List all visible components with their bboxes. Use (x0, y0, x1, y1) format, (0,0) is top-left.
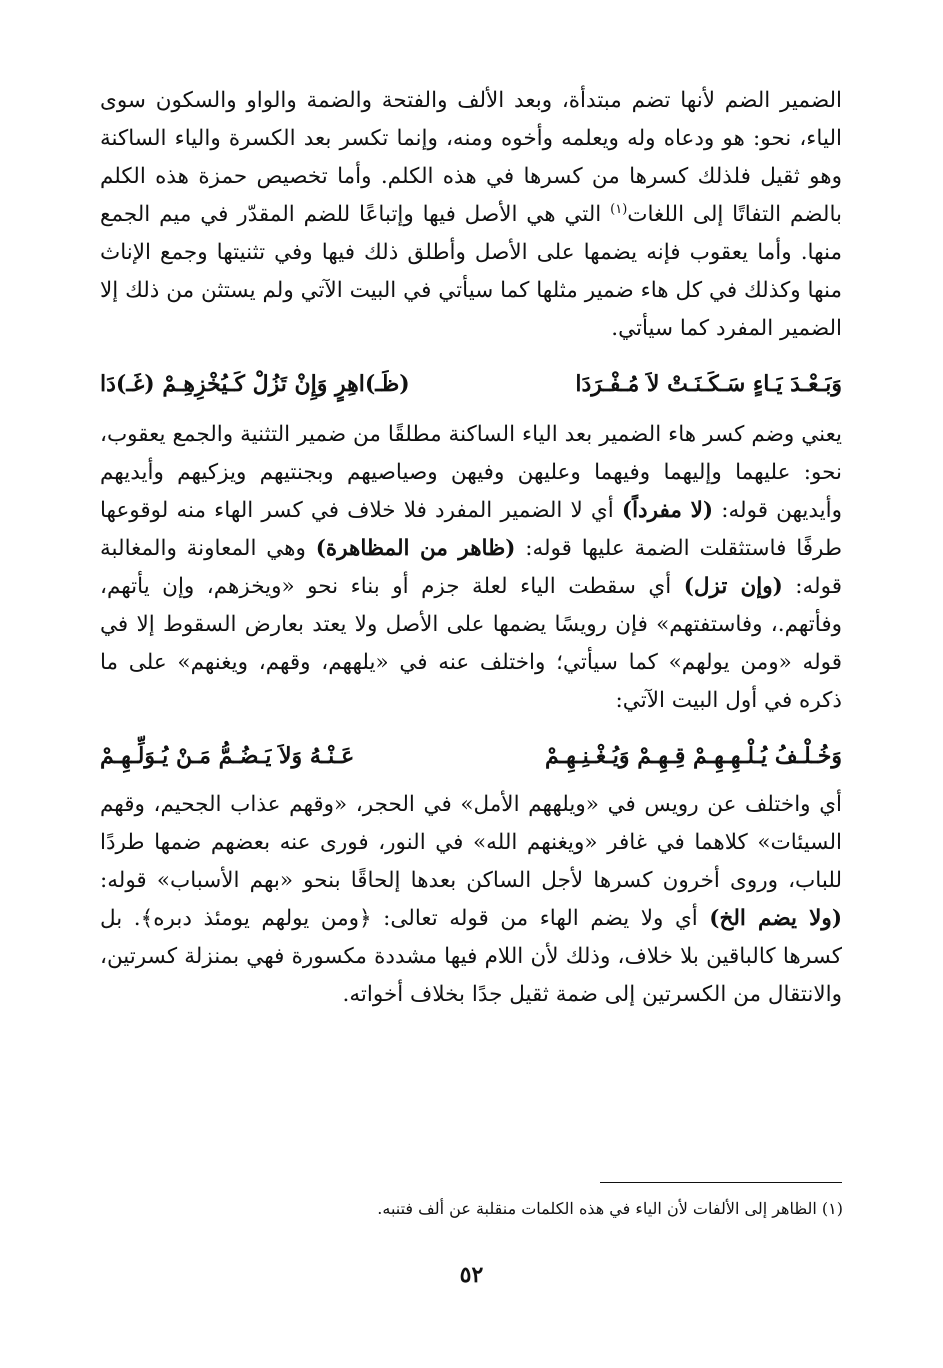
verse-2-second-hemistich: عَـنْـهُ وَلاَ يَـضُـمُّ مَـنْ يُـوَلِّـهِـمْ (100, 743, 355, 769)
paragraph-3 (100, 786, 842, 1014)
verse-1-first-hemistich: وَبَـعْـدَ يَـاءٍ سَـكَـنَـتْ لاَ مُـفْـرَدَا (575, 371, 842, 397)
footnote-reference[interactable]: (١) (610, 201, 628, 217)
page-number: ٥٢ (459, 1262, 484, 1288)
paragraph-3-text-2: أي ولا يضم الهاء من قوله تعالى: ﴿ومن يولهم يومئذ دبره﴾. بل كسرها كالباقين بلا خلاف، وذلك لأن اللام فيها مشددة مكسورة فهي بمنزلة كسرتين، والانتقال من الكسرتين إلى ضمة ثقيل جدًا بخلاف أخواته. (100, 906, 842, 1007)
page-body (100, 82, 842, 1014)
verse-line-2 (100, 728, 842, 784)
paragraph-1-part-1: الضمير الضم لأنها تضم مبتدأة، وبعد الألف والفتحة والضمة والواو والسكون سوى الياء، نحو: هو ودعاه وله ويعلمه وأخوه ومنه، وإنما تكسر بعد الكسرة والياء الساكنة وهو ثقيل فلذلك كسرها من كسرها في هذه الكلم. وأما تخصيص حمزة هذه الكلم بالضم التفاتًا إلى اللغات (100, 88, 843, 227)
paragraph-2-text-4: أي سقطت الياء لعلة جزم أو بناء نحو «ويخزهم، وإن يأتهم، وفأتهم.، وفاستفتهم» فإن رويسًا يضمها على الأصل ولا يعتد بعارض السقوط إلا في قوله «ومن يولهم» كما سيأتي؛ واختلف عنه في «يلههم، وقهم، ويغنهم» على ما ذكره في أول البيت الآتي: (100, 574, 842, 713)
paragraph-3-text-1: أي واختلف عن رويس في «ويلههم الأمل» في الحجر، «وقهم عذاب الجحيم، وقهم السيئات» كلاهما في غافر «ويغنهم الله» في النور، فورى عنه بعضهم ضمها طردًا للباب، وروى أخرون كسرها لأجل الساكن بعدها إلحاقًا بنحو «بهم الأسباب» قوله: (100, 792, 842, 893)
footnote-marker: (١) (821, 1199, 843, 1218)
footnote (101, 1196, 843, 1222)
paragraph-2 (100, 416, 842, 720)
paragraph-1 (100, 82, 842, 348)
verse-2-first-hemistich: وَخُـلْـفُ يُـلْـهِـهِـمْ قِـهِـمْ وَيُـغْـنِـهِـمْ (544, 743, 842, 769)
footnote-text: الظاهر إلى الألفات لأن الياء في هذه الكلمات منقلبة عن ألف فتنبه. (377, 1199, 817, 1218)
paragraph-3-quote-1: (ولا يضم الخ) (709, 906, 842, 931)
verse-1-second-hemistich: (ظَـ)اهِرٍ وَإِنْ تَزُلْ كَـيُخْزِهِـمْ (غَـ)دَا (100, 371, 410, 397)
paragraph-2-text-3: وهي المعاونة والمغالبة قوله: (100, 536, 842, 599)
paragraph-2-quote-1: (لا مفرداً) (621, 498, 714, 523)
paragraph-2-text-1: يعني وضم كسر هاء الضمير بعد الياء الساكنة مطلقًا من ضمير التثنية والجمع يعقوب، نحو: عليهما وإليهما وفيهما وعليهن وفيهن وصياصيهم وبجنتيهم ويزكيهم وأيديهم وأيديهن قوله: (100, 422, 843, 523)
paragraph-1-part-2: التي هي الأصل فيها وإتباعًا للضم المقدّر في ميم الجمع منها. وأما يعقوب فإنه يضمها على الأصل وأطلق ذلك فيها وفي تثنيتها وجمع الإناث منها وكذلك في كل هاء ضمير مثلها كما سيأتي في البيت الآتي ولم يستثن من ذلك إلا الضمير المفرد كما سيأتي. (100, 202, 842, 341)
paragraph-2-text-2: أي لا الضمير المفرد فلا خلاف في كسر الهاء منه لوقوعها طرفًا فاستثقلت الضمة عليها قوله: (100, 498, 843, 561)
paragraph-2-quote-2: (ظاهر من المظاهرة) (315, 536, 516, 561)
verse-line-1 (100, 356, 842, 412)
paragraph-2-quote-3: (وإن تزل) (683, 574, 783, 599)
footnote-separator (600, 1182, 842, 1183)
